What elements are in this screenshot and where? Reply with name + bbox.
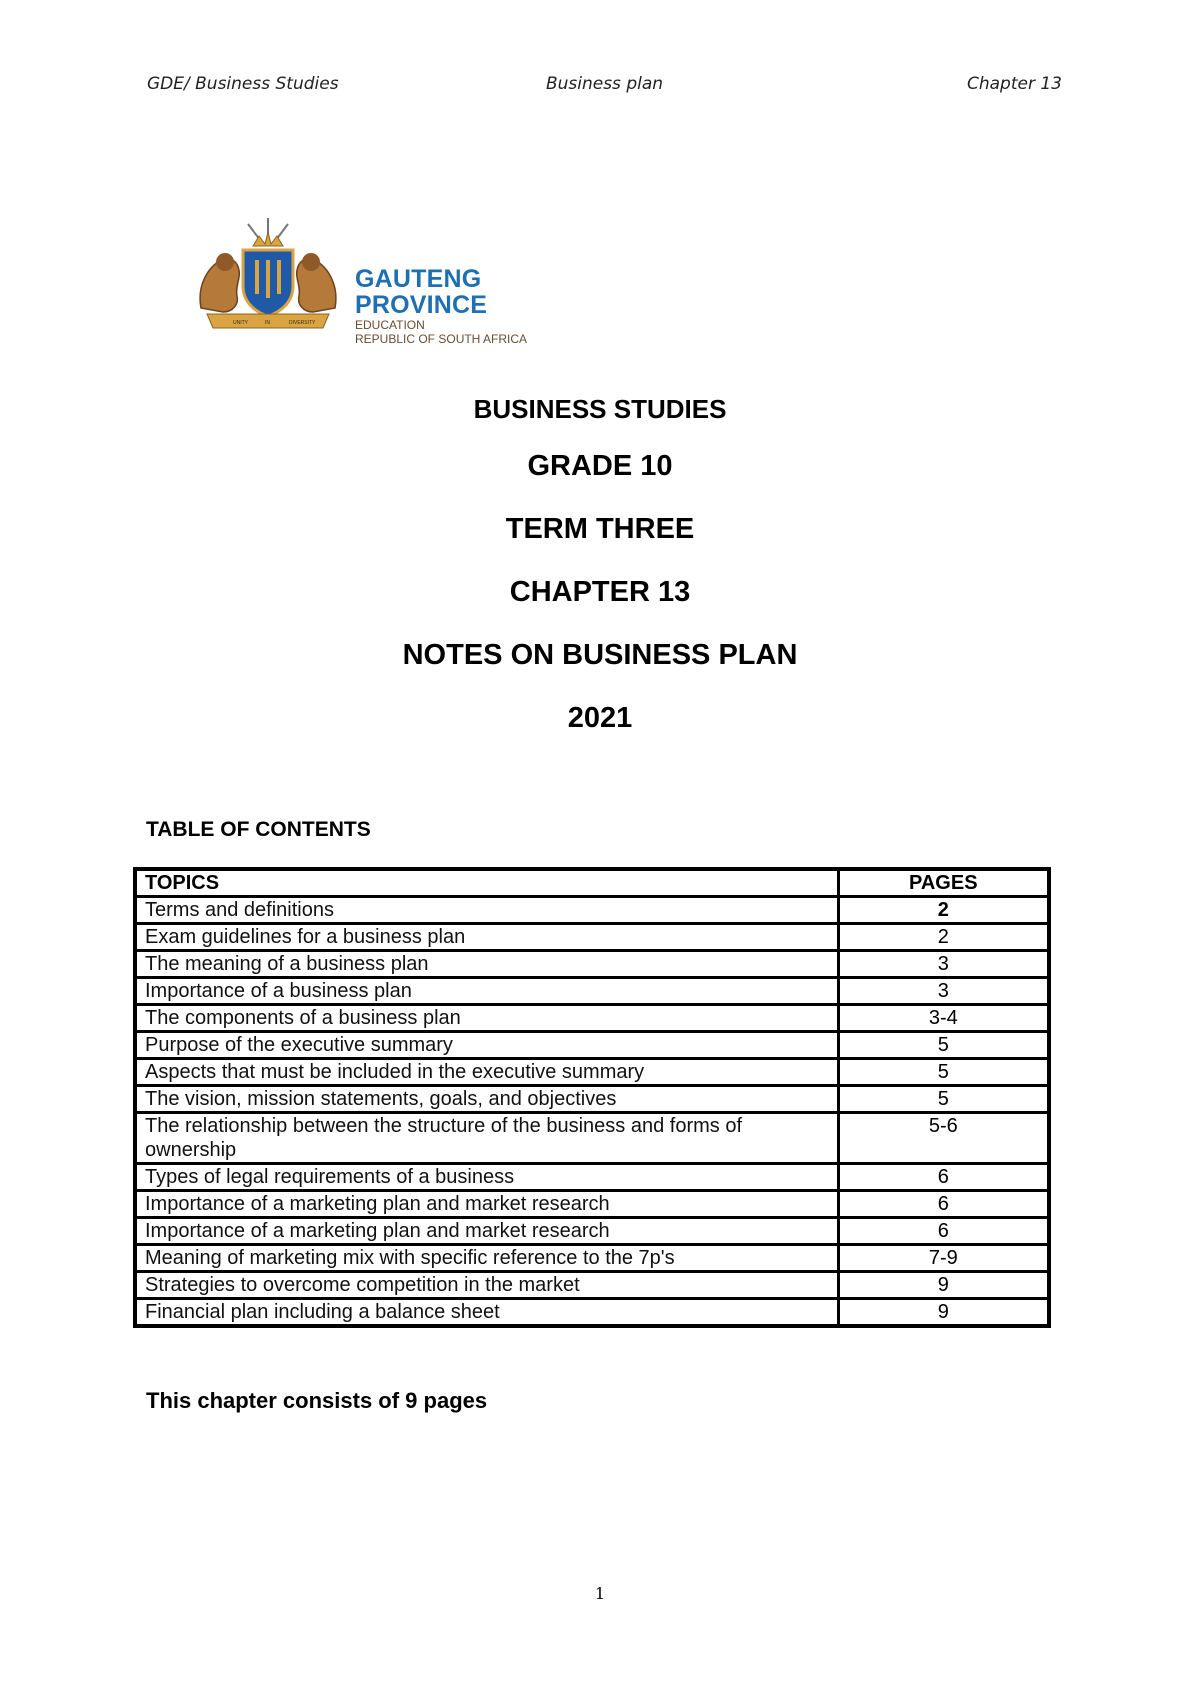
header-right: Chapter 13	[966, 74, 1062, 94]
toc-topic: Importance of a business plan	[135, 978, 838, 1005]
logo-title: GAUTENG PROVINCE	[355, 265, 488, 319]
page-number: 1	[594, 1584, 606, 1603]
chapter-page-count: This chapter consists of 9 pages	[146, 1388, 488, 1413]
toc-pages: 9	[838, 1272, 1049, 1299]
table-row	[135, 1245, 1049, 1272]
toc-topic: Strategies to overcome competition in the market	[135, 1272, 838, 1299]
table-row	[135, 1191, 1049, 1218]
table-row	[135, 1113, 1049, 1164]
table-row	[135, 951, 1049, 978]
toc-pages: 2	[838, 897, 1049, 924]
grade-title: GRADE 10	[527, 450, 673, 482]
motto-in: IN	[265, 320, 270, 326]
toc-topic: Aspects that must be included in the executive summary	[135, 1059, 838, 1086]
toc-pages: 7-9	[838, 1245, 1049, 1272]
table-row	[135, 1299, 1049, 1327]
table-row	[135, 1086, 1049, 1113]
logo-republic: REPUBLIC OF SOUTH AFRICA	[355, 332, 528, 346]
page-header	[147, 74, 1062, 100]
toc-table	[133, 867, 1051, 1328]
toc-topic: The components of a business plan	[135, 1005, 838, 1032]
toc-topic: Financial plan including a balance sheet	[135, 1299, 838, 1327]
toc-topic: Meaning of marketing mix with specific reference to the 7p's	[135, 1245, 838, 1272]
toc-topic: Terms and definitions	[135, 897, 838, 924]
toc-pages: 5	[838, 1032, 1049, 1059]
toc-pages: 5-6	[838, 1113, 1049, 1164]
toc-topic: Purpose of the executive summary	[135, 1032, 838, 1059]
motto-unity: UNITY	[233, 320, 248, 326]
table-row	[135, 1059, 1049, 1086]
table-row	[135, 1005, 1049, 1032]
toc-topic: The relationship between the structure of the business and forms of ownership	[135, 1113, 838, 1164]
toc-col-topics: TOPICS	[135, 869, 838, 897]
toc-col-pages: PAGES	[838, 869, 1049, 897]
logo-education: EDUCATION	[355, 318, 425, 332]
toc-topic: Importance of a marketing plan and market research	[135, 1191, 838, 1218]
table-row	[135, 1164, 1049, 1191]
table-row	[135, 1272, 1049, 1299]
toc-heading: TABLE OF CONTENTS	[146, 818, 371, 841]
table-row	[135, 1032, 1049, 1059]
table-row	[135, 924, 1049, 951]
coat-of-arms-icon	[193, 216, 343, 331]
toc-pages: 3	[838, 978, 1049, 1005]
toc-pages: 6	[838, 1164, 1049, 1191]
toc-pages: 6	[838, 1218, 1049, 1245]
toc-topic: The vision, mission statements, goals, and objectives	[135, 1086, 838, 1113]
logo-text	[355, 266, 613, 346]
toc-topic: Types of legal requirements of a business	[135, 1164, 838, 1191]
toc-header-row	[135, 869, 1049, 897]
header-left: GDE/ Business Studies	[147, 74, 339, 94]
toc-topic: Exam guidelines for a business plan	[135, 924, 838, 951]
toc-pages: 6	[838, 1191, 1049, 1218]
toc-pages: 3-4	[838, 1005, 1049, 1032]
chapter-title: CHAPTER 13	[509, 576, 691, 608]
header-center: Business plan	[545, 74, 664, 94]
table-row	[135, 1218, 1049, 1245]
term-title: TERM THREE	[505, 513, 695, 545]
toc-topic: The meaning of a business plan	[135, 951, 838, 978]
table-row	[135, 978, 1049, 1005]
toc-pages: 2	[838, 924, 1049, 951]
toc-pages: 5	[838, 1086, 1049, 1113]
toc-pages: 3	[838, 951, 1049, 978]
table-row	[135, 897, 1049, 924]
notes-title: NOTES ON BUSINESS PLAN	[402, 639, 798, 671]
toc-pages: 5	[838, 1059, 1049, 1086]
year-title: 2021	[567, 702, 633, 734]
subject-title: BUSINESS STUDIES	[473, 394, 727, 424]
toc-topic: Importance of a marketing plan and market research	[135, 1218, 838, 1245]
toc-pages: 9	[838, 1299, 1049, 1327]
gauteng-logo	[193, 216, 613, 346]
motto-diversity: DIVERSITY	[289, 320, 316, 326]
